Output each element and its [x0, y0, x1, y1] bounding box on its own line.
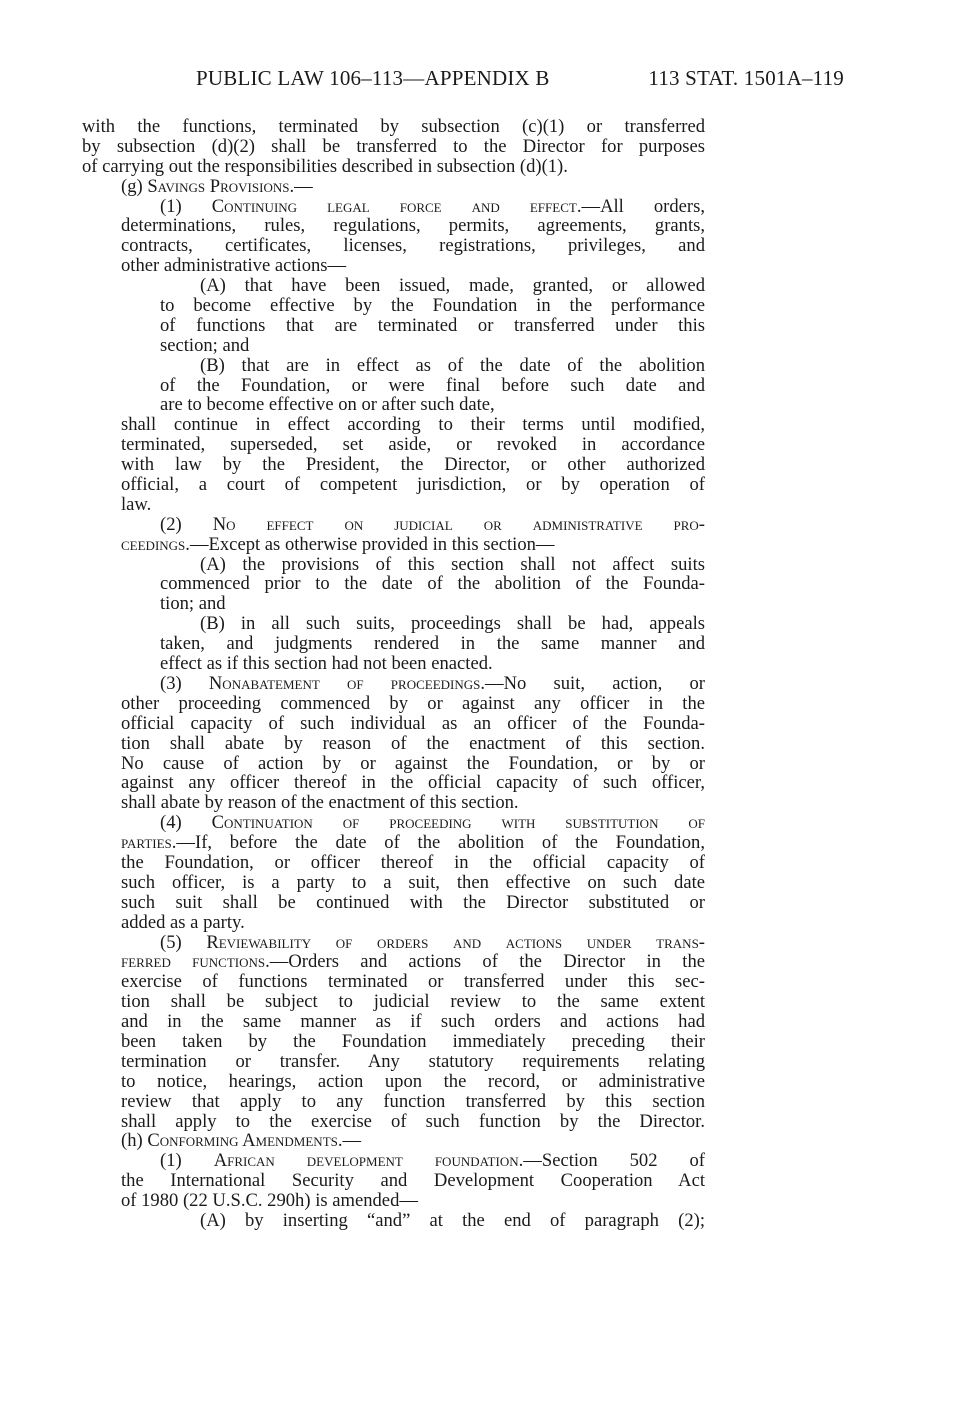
text-line: [160, 933, 705, 953]
paragraph-designator: (g): [121, 176, 148, 197]
text-line: [121, 972, 705, 992]
line-text: shall abate by reason of the enactment of this section.: [121, 793, 519, 814]
text-line: [121, 853, 705, 873]
text-line: [200, 356, 705, 376]
paragraph-designator: (2): [160, 514, 213, 535]
text-line: [200, 614, 705, 634]
line-text: exercise of functions terminated or transferred under this sec-: [121, 972, 705, 993]
line-text: by subsection (d)(2) shall be transferred to the Director for purposes: [82, 136, 705, 157]
text-line: [121, 1072, 705, 1092]
text-line: [121, 1191, 705, 1211]
line-text: been taken by the Foundation immediately preceding their: [121, 1031, 705, 1052]
text-line: [200, 1211, 705, 1231]
line-text: (A) the provisions of this section shall not affect suits: [200, 554, 705, 575]
paragraph-designator: (5): [160, 932, 207, 953]
line-text: —: [342, 1131, 362, 1152]
line-text: such suit shall be continued with the Director substituted or: [121, 892, 705, 913]
line-text: are to become effective on or after such date,: [160, 395, 495, 416]
line-text: the Foundation, or officer thereof in the official capacity of: [121, 852, 705, 873]
running-header: [196, 66, 844, 94]
line-text: official capacity of such individual as an officer of the Founda-: [121, 713, 705, 734]
line-text: contracts, certificates, licenses, registrations, privileges, and: [121, 236, 705, 257]
text-line: [121, 435, 705, 455]
text-line: [121, 893, 705, 913]
section-heading: Reviewability of orders and actions under trans-: [206, 932, 705, 953]
text-line: [121, 256, 705, 276]
line-text: determinations, rules, regulations, permits, agreements, grants,: [121, 216, 705, 237]
text-line: [121, 535, 705, 555]
line-text: the International Security and Development Cooperation Act: [121, 1171, 705, 1192]
text-line: [121, 1092, 705, 1112]
text-line: [121, 177, 705, 197]
line-text: No cause of action by or against the Foundation, or by or: [121, 753, 705, 774]
text-line: [160, 674, 705, 694]
text-line: [121, 913, 705, 933]
section-heading: Conforming Amendments.: [147, 1131, 343, 1152]
section-heading: African development foundation.: [213, 1151, 524, 1172]
text-line: [121, 992, 705, 1012]
line-text: of carrying out the responsibilities described in subsection (d)(1).: [82, 156, 568, 177]
text-line: [200, 276, 705, 296]
line-text: taken, and judgments rendered in the same manner and: [160, 634, 705, 655]
paragraph-designator: (4): [160, 813, 212, 834]
section-heading: Continuing legal force and effect.: [211, 196, 582, 217]
text-line: [82, 157, 705, 177]
line-text: other proceeding commenced by or against any officer in the: [121, 693, 705, 714]
line-text: and in the same manner as if such orders and actions had: [121, 1012, 705, 1032]
line-text: other administrative actions—: [121, 256, 347, 277]
line-text: law.: [121, 494, 152, 515]
text-line: [121, 236, 705, 256]
section-heading: ceedings.: [121, 534, 190, 555]
line-text: effect as if this section had not been enacted.: [160, 654, 493, 674]
text-line: [160, 296, 705, 316]
line-text: —Except as otherwise provided in this section—: [189, 534, 555, 555]
text-line: [160, 634, 705, 654]
text-line: [200, 555, 705, 575]
line-text: section; and: [160, 335, 250, 356]
text-line: [160, 813, 705, 833]
line-text: commenced prior to the date of the abolition of the Founda-: [160, 574, 705, 595]
line-text: of 1980 (22 U.S.C. 290h) is amended—: [121, 1191, 418, 1211]
line-text: with law by the President, the Director, or other authorized: [121, 455, 705, 476]
text-line: [160, 336, 705, 356]
text-line: [121, 773, 705, 793]
text-line: [160, 1151, 705, 1171]
statute-text: [0, 117, 953, 1231]
line-text: against any officer thereof in the official capacity of such officer,: [121, 773, 705, 794]
text-line: [121, 216, 705, 236]
text-line: [121, 415, 705, 435]
line-text: added as a party.: [121, 912, 245, 933]
line-text: shall apply to the exercise of such function by the Director.: [121, 1111, 705, 1132]
line-text: review that apply to any function transferred by this section: [121, 1091, 705, 1112]
line-text: —Orders and actions of the Director in the: [269, 952, 705, 973]
line-text: (A) by inserting “and” at the end of paragraph (2);: [200, 1210, 705, 1231]
line-text: (B) in all such suits, proceedings shall be had, appeals: [200, 614, 705, 635]
line-text: —All orders,: [581, 196, 705, 217]
line-text: —If, before the date of the abolition of the Foundation,: [176, 833, 705, 853]
line-text: official, a court of competent jurisdiction, or by operation of: [121, 475, 705, 495]
section-heading: ferred functions.: [121, 952, 270, 973]
text-line: [121, 873, 705, 893]
text-line: [121, 952, 705, 972]
header-title: PUBLIC LAW 106–113—APPENDIX B: [196, 66, 550, 90]
text-line: [121, 1171, 705, 1191]
section-heading: Savings Provisions.: [147, 176, 295, 197]
text-line: [121, 714, 705, 734]
text-line: [160, 197, 705, 217]
text-line: [160, 316, 705, 336]
text-line: [160, 376, 705, 396]
text-line: [121, 1131, 705, 1151]
line-text: tion shall be subject to judicial review to the same extent: [121, 992, 705, 1013]
text-line: [82, 117, 705, 137]
line-text: (A) that have been issued, made, granted, or allowed: [200, 276, 705, 297]
text-line: [160, 574, 705, 594]
paragraph-designator: (h): [121, 1131, 148, 1152]
text-line: [121, 754, 705, 774]
line-text: to notice, hearings, action upon the record, or administrative: [121, 1071, 705, 1092]
paragraph-designator: (3): [160, 673, 209, 694]
text-line: [121, 495, 705, 515]
line-text: tion; and: [160, 594, 226, 615]
section-heading: Continuation of proceeding with substitution of: [211, 813, 705, 834]
text-line: [121, 734, 705, 754]
text-line: [121, 455, 705, 475]
text-line: [121, 833, 705, 853]
line-text: —: [294, 176, 313, 197]
line-text: terminated, superseded, set aside, or revoked in accordance: [121, 435, 705, 456]
text-line: [82, 137, 705, 157]
paragraph-designator: (1): [160, 1151, 214, 1172]
line-text: to become effective by the Foundation in the performance: [160, 296, 705, 316]
line-text: (B) that are in effect as of the date of the abolition: [200, 355, 705, 376]
text-line: [160, 395, 705, 415]
line-text: —Section 502 of: [523, 1151, 705, 1172]
line-text: shall continue in effect according to their terms until modified,: [121, 415, 705, 436]
line-text: with the functions, terminated by subsection (c)(1) or transferred: [82, 117, 705, 137]
text-line: [121, 1032, 705, 1052]
text-line: [121, 1112, 705, 1132]
text-line: [121, 1012, 705, 1032]
section-heading: parties.: [121, 833, 177, 853]
line-text: of functions that are terminated or transferred under this: [160, 315, 705, 336]
section-heading: No effect on judicial or administrative pro-: [212, 514, 705, 535]
text-line: [160, 515, 705, 535]
text-line: [121, 793, 705, 813]
line-text: such officer, is a party to a suit, then effective on such date: [121, 872, 705, 893]
paragraph-designator: (1): [160, 196, 212, 217]
line-text: of the Foundation, or were final before such date and: [160, 375, 705, 396]
text-line: [160, 654, 705, 674]
section-heading: Nonabatement of proceedings.: [208, 673, 486, 694]
text-line: [121, 694, 705, 714]
line-text: tion shall abate by reason of the enactment of this section.: [121, 733, 705, 754]
text-line: [121, 1052, 705, 1072]
line-text: —No suit, action, or: [485, 673, 705, 694]
line-text: termination or transfer. Any statutory requirements relating: [121, 1051, 705, 1072]
text-line: [121, 475, 705, 495]
text-line: [160, 594, 705, 614]
header-page-number: 113 STAT. 1501A–119: [648, 66, 844, 90]
